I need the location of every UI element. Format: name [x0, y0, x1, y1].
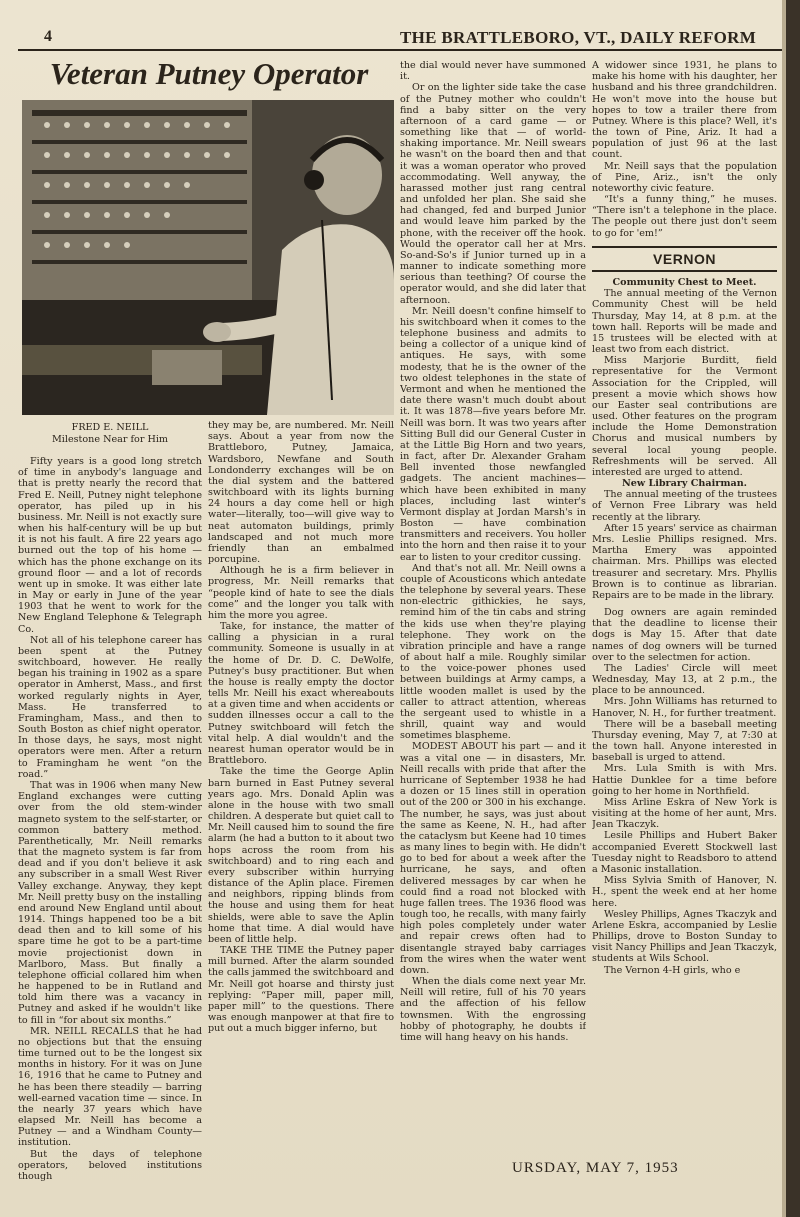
news-item: Miss Sylvia Smith of Hanover, N. H., spent the week end at her home here. [592, 875, 777, 909]
vernon-subhead-library: New Library Chairman. [621, 478, 748, 490]
paragraph: MODEST ABOUT his part — and it was a vital one — in disasters, Mr. Neill recalls with pride that after the hurricane of September 1938 he had a dozen or 15 lines still in operation out of the 200 or 300 in his exchange. The number, he says, was just about the same as Keene, N. H., had after the cataclysm but Keene had 10 times as many lines to begin with. He didn't go to bed for about a week after the hurricane, he says, and often delivered messages by car when he could find a road not blocked with huge fallen trees. The 1936 flood was tough too, he recalls, with many fairly high poles completely under water and repair crews often had to disentangle strayed baby carriages from the wires when the water went down. [400, 741, 586, 976]
newspaper-title: THE BRATTLEBORO, VT., DAILY REFORM [400, 28, 757, 47]
news-item: The Ladies' Circle will meet Wednesday, May 13, at 2 p.m., the place to be announced. [592, 662, 777, 697]
column-1 [18, 456, 202, 1206]
news-item: Wesley Phillips, Agnes Tkaczyk and Arlene Eskra, accompanied by Leslie Phillips, drove to Boston Sunday to visit Nancy Phillips and Jean Tkaczyk, students at Wils School. [592, 908, 777, 965]
paragraph: A widower since 1931, he plans to make his home with his daughter, her husband and his three grandchildren. He won't move into the house but hopes to tow a trailer there from Putney. Where is this place? Well, it's the town of Pine, Ariz. It had a population of just 96 at the last count. [592, 60, 777, 161]
photo-illustration [22, 100, 394, 415]
paragraph: “It's a funny thing,” he muses. “There isn't a telephone in the place. The people out there just don't seem to go for 'em!” [592, 194, 777, 239]
paragraph: Mr. Neill doesn't confine himself to his switchboard when it comes to the telephone business and admits to being a collector of a unique kind of antiques. He says, with some modesty, that he is the owner of the two oldest telephones in the state of Vermont and when he mentioned the date there wasn't much doubt about it. It was 1878—five years before Mr. Neill was born. It was two years after Sitting Bull did our General Custer in at the Little Big Horn and two years, in fact, after Dr. Alexander Graham Bell invented those newfangled gadgets. The ancient machines—which have been exhibited in many places, including last winter's Vermont display at Jordan Marsh's in Boston — have combination transmitters and receivers. You holler into the horn and then raise it to your ear to listen to your creditor cussing. [400, 305, 586, 563]
news-item: The Vernon 4-H girls, who e [604, 964, 741, 976]
paragraph: the dial would never have summoned it. [400, 60, 586, 83]
paragraph: TAKE THE TIME the Putney paper mill burned. After the alarm sounded the calls jammed the switchboard and Mr. Neill got hoarse and thirsty just replying: “Paper mill, paper mill, paper mill” to the questions. There was enough manpower at that fire to put out a much bigger inferno, but [208, 945, 394, 1035]
paragraph: Although he is a firm believer in progress, Mr. Neill remarks that “people kind of hate to see the dials come” and the longer you talk with him the more you agree. [208, 565, 394, 621]
news-item: Mrs. Lula Smith is with Mrs. Hattie Dunklee for a time before going to her home in Northfield. [592, 763, 777, 797]
photo-caption [18, 422, 202, 445]
operator-at-switchboard-photo [22, 100, 394, 415]
vernon-section-header [592, 246, 777, 272]
news-item: Dog owners are again reminded that the deadline to license their dogs is May 15. After that date names of dog owners will be turned over to the selectmen for action. [592, 607, 777, 663]
paragraph: Mr. Neill says that the population of Pine, Ariz., isn't the only noteworthy civic feature. [592, 160, 777, 194]
footer-date: URSDAY, MAY 7, 1953 [512, 1160, 679, 1176]
column-4 [592, 60, 777, 1102]
paragraph: And that's not all. Mr. Neill owns a couple of Acousticons which antedate the telephone by several years. These non-electric githickies, he says, remind him of the tin cabs and string the kids use when they're playing telephone. They work on the vibration principle and have a range of about half a mile. Roughly similar to the voice-power phones used between buildings at Army camps, a little wooden mallet is used by the caller to attract attention, whereas the sergeant used to whistle in a shrill, quaint way and would sometimes blaspheme. [400, 562, 586, 742]
paragraph: When the dials come next year Mr. Neill will retire, full of his 70 years and the affection of his fellow townsmen. With the engrossing hobby of photography, he doubts if time will hang heavy on his hands. [400, 976, 586, 1043]
paragraph: Take the time the George Aplin barn burned in East Putney several years ago. Mrs. Donald Aplin was alone in the house with two small children. A desperate but quiet call to Mr. Neill caused him to sound the fire alarm (he had a button to it about two hops across the room from his switchboard) and to ring each and every subscriber within hurrying distance of the Aplin place. Firemen and neighbors, ripping blinds from the house and using them for heat shields, were able to save the Aplin home that time. A dial would have been of little help. [208, 766, 394, 945]
caption-subtitle: Milestone Near for Him [51, 433, 169, 445]
column-3 [400, 60, 586, 1102]
page-number: 4 [44, 28, 52, 45]
paragraph: they may be, are numbered. Mr. Neill says. About a year from now the Brattleboro, Putney, Jamaica, Wardsboro, Newfane and South Londonderry exchanges will be on the dial system and the battered switchboard with its lights burning 24 hours a day come hell or high water—literally, too—will give way to neat automaton buildings, primly landscaped and not much more friendly than an embalmed porcupine. [208, 420, 394, 566]
paragraph: The annual meeting of the Vernon Community Chest will be held Thursday, May 14, at 8 p.m. at the town hall. Reports will be made and 15 trustees will be elected with at least two from each district. [592, 288, 777, 356]
caption-name: FRED E. NEILL [71, 422, 149, 433]
vernon-subhead-community-chest: Community Chest to Meet. [612, 277, 757, 289]
paragraph: Fifty years is a good long stretch of time in anybody's language and that is pretty nearly the record that Fred E. Neill, Putney night telephone operator, has piled up in his business. Mr. Neill is not exactly sure when his half-century will be up but it is not his fault. A fire 22 years ago burned out the top of his home — which has the phone exchange on its ground floor — and a lot of records went up in smoke. It was either late in May or early in June of the year 1903 that he went to work for the New England Telephone & Telegraph Co. [18, 456, 202, 635]
paragraph: The annual meeting of the trustees of Vernon Free Library was held recently at the library. [592, 489, 777, 523]
vernon-title: VERNON [653, 250, 716, 267]
page-edge [786, 0, 800, 1217]
news-item: Lesile Phillips and Hubert Baker accompanied Everett Stockwell last Tuesday night to Readsboro to attend a Masonic installation. [592, 830, 777, 875]
news-item: Mrs. John Williams has returned to Hanover, N. H., for further treatment. [592, 696, 777, 719]
masthead-rule [18, 49, 782, 51]
news-item: There will be a baseball meeting Thursday evening, May 7, at 7:30 at the town hall. Anyone interested in baseball is urged to attend. [592, 718, 777, 764]
paragraph: Or on the lighter side take the case of the Putney mother who couldn't find a baby sitter on the very afternoon of a card game — or something like that — of world-shaking importance. Mr. Neill swears he wasn't on the board then and that it was a woman operator who proved accommodating. Well anyway, the harassed mother just rang central and unfolded her plan. She said she had changed, fed and burped Junior and would leave him parked by the phone, with the receiver off the hook. Would the operator call her at Mrs. So-and-So's if Junior turned up in a manner to indicate something more serious than teething? Of course the operator would, and she did later that afternoon. [400, 82, 586, 306]
column-2 [208, 420, 394, 1196]
paragraph: After 15 years' service as chairman Mrs. Leslie Phillips resigned. Mrs. Martha Emery was appointed chairman. Mrs. Phillips was elected treasurer and secretary. Mrs. Phyllis Brown is to continue as librarian. Repairs are to be made in the library. [592, 522, 777, 601]
news-item: Miss Arline Eskra of New York is visiting at the home of her aunt, Mrs. Jean Tkaczyk. [592, 796, 777, 831]
paragraph: MR. NEILL RECALLS that he had no objections but that the ensuing time turned out to be the longest six months in history. For it was on June 16, 1916 that he came to Putney and he has been there steadily — barring well-earned vacation time — since. In the nearly 37 years which have elapsed Mr. Neill has become a Putney — and a Windham County—institution. [18, 1025, 202, 1149]
paragraph: Miss Marjorie Burditt, field representative for the Vermont Association for the Crippled, will present a movie which shows how our Easter seal contributions are used. Other features on the program include the Home Demonstration Chorus and musical numbers by several local young people. Refreshments will be served. All interested are urged to attend. [592, 355, 777, 478]
article-headline: Veteran Putney Operator [49, 56, 369, 91]
paragraph: Take, for instance, the matter of calling a physician in a rural community. Someone is usually in at the home of Dr. D. C. DeWolfe, Putney's busy practitioner. But when the house is really empty the doctor tells Mr. Neill his exact whereabouts at a given time and when accidents or sudden illnesses occur a call to the Putney switchboard will fetch the vital help. A dial wouldn't and the nearest human operator would be in Brattleboro. [208, 621, 394, 767]
paragraph: Not all of his telephone career has been spent at the Putney switchboard, however. He really began his training in 1902 as a spare operator in Amherst, Mass., and first worked regularly nights in Ayer, Mass. He transferred to Framingham, Mass., and then to South Boston as chief night operator. In those days, he says, most night operators were men. After a return to Framingham he went “on the road.” [18, 634, 202, 780]
paragraph: But the days of telephone operators, beloved institutions though [18, 1148, 202, 1182]
paragraph: That was in 1906 when many New England exchanges were cutting over from the old stem-winder magneto system to the self-starter, or common battery method. Parenthetically, Mr. Neill remarks that the magneto system is far from dead and if you don't believe it ask any subscriber in a small West River Valley exchange. Anyway, they kept Mr. Neill pretty busy on the installing end around New England until about 1914. Things happened too be a bit dead then and to kill some of his spare time he got to be a part-time movie projectionist down in Marlboro, Mass. But finally a telephone official collared him when he happened to be in Rutland and told him there was a vacancy in Putney and asked if he wouldn't like to fill in “for about six months.” [18, 779, 202, 1026]
